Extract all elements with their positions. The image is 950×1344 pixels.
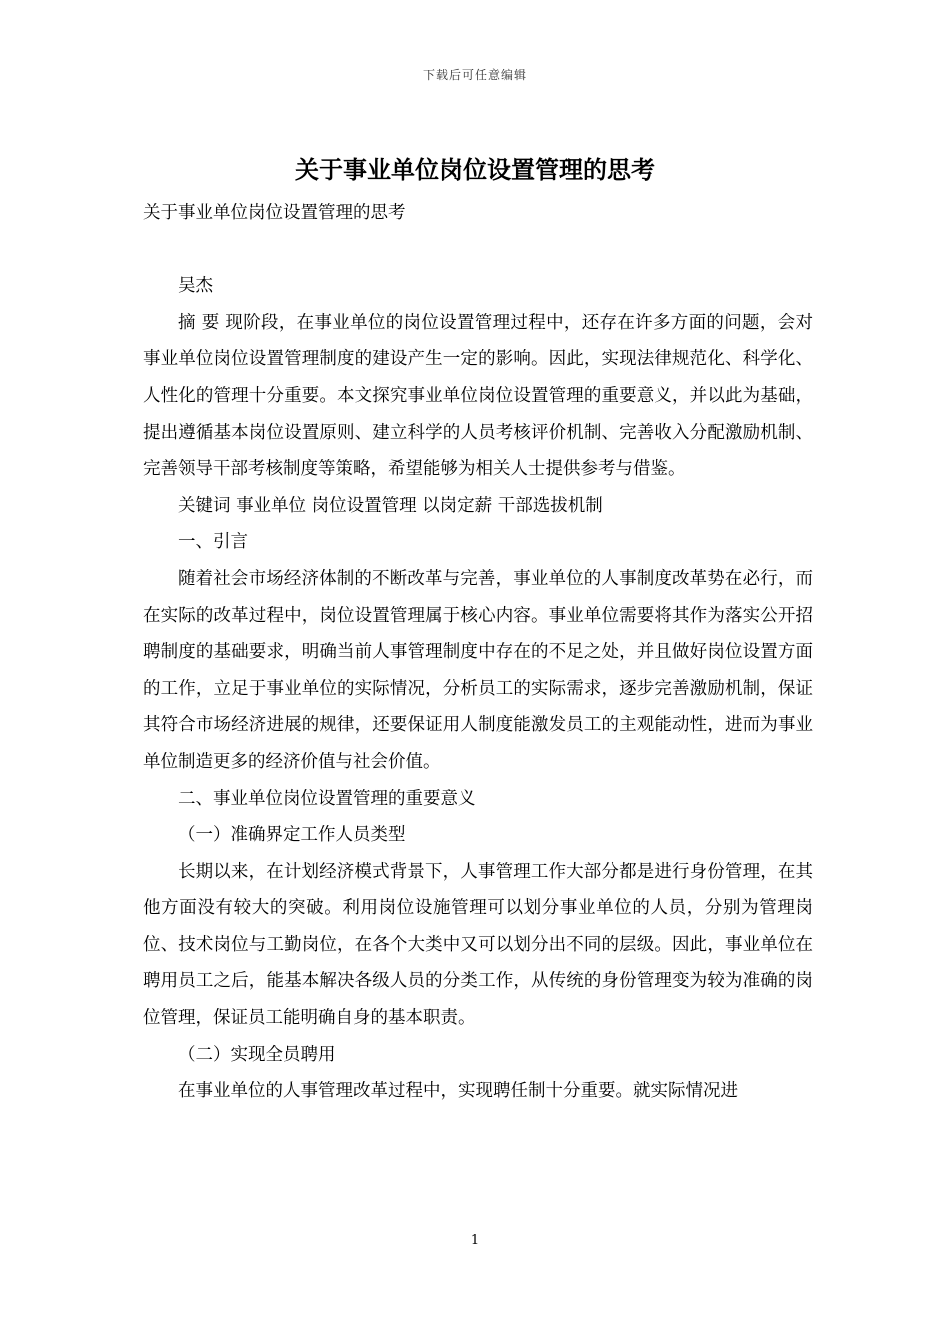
subsection-heading-2: （二）实现全员聘用 <box>178 1044 336 1065</box>
subsection-heading-1: （一）准确界定工作人员类型 <box>178 825 406 846</box>
introduction-paragraph: 随着社会市场经济体制的不断改革与完善，事业单位的人事制度改革势在必行，而在实际的改革过程中，岗位设置管理属于核心内容。事业单位需要将其作为落实公开招聘制度的基础要求，明确当前人事管理制度中存在的不足之处，并且做好岗位设置方面的工作，立足于事业单位的实际情况，分析员工的实际需求，逐步完善激励机制，保证其符合市场经济进展的规律，还要保证用人制度能激发员工的主观能动性，进而为事业单位制造更多的经济价值与社会价值。 <box>143 568 813 772</box>
page-number: 1 <box>470 1233 480 1248</box>
keywords-line: 关键词 事业单位 岗位设置管理 以岗定薪 干部选拔机制 <box>178 495 603 516</box>
document-body <box>143 195 813 1110</box>
document-title: 关于事业单位岗位设置管理的思考 <box>295 156 655 184</box>
section-heading-introduction: 一、引言 <box>178 532 248 553</box>
author: 吴杰 <box>178 276 213 297</box>
blank-line <box>143 232 813 269</box>
subsection-2-paragraph: 在事业单位的人事管理改革过程中，实现聘任制十分重要。就实际情况进 <box>178 1081 738 1102</box>
abstract-paragraph: 摘 要 现阶段，在事业单位的岗位设置管理过程中，还存在许多方面的问题，会对事业单位岗位设置管理制度的建设产生一定的影响。因此，实现法律规范化、科学化、人性化的管理十分重要。本文探究事业单位岗位设置管理的重要意义，并以此为基础，提出遵循基本岗位设置原则、建立科学的人员考核评价机制、完善收入分配激励机制、完善领导干部考核制度等策略，希望能够为相关人士提供参考与借鉴。 <box>143 312 813 480</box>
section-heading-significance: 二、事业单位岗位设置管理的重要意义 <box>178 788 476 809</box>
subsection-1-paragraph: 长期以来，在计划经济模式背景下，人事管理工作大部分都是进行身份管理，在其他方面没有较大的突破。利用岗位设施管理可以划分事业单位的人员，分别为管理岗位、技术岗位与工勤岗位，在各个大类中又可以划分出不同的层级。因此，事业单位在聘用员工之后，能基本解决各级人员的分类工作，从传统的身份管理变为较为准确的岗位管理，保证员工能明确自身的基本职责。 <box>143 861 813 1029</box>
header-note: 下载后可任意编辑 <box>422 68 527 82</box>
subtitle: 关于事业单位岗位设置管理的思考 <box>143 203 406 223</box>
